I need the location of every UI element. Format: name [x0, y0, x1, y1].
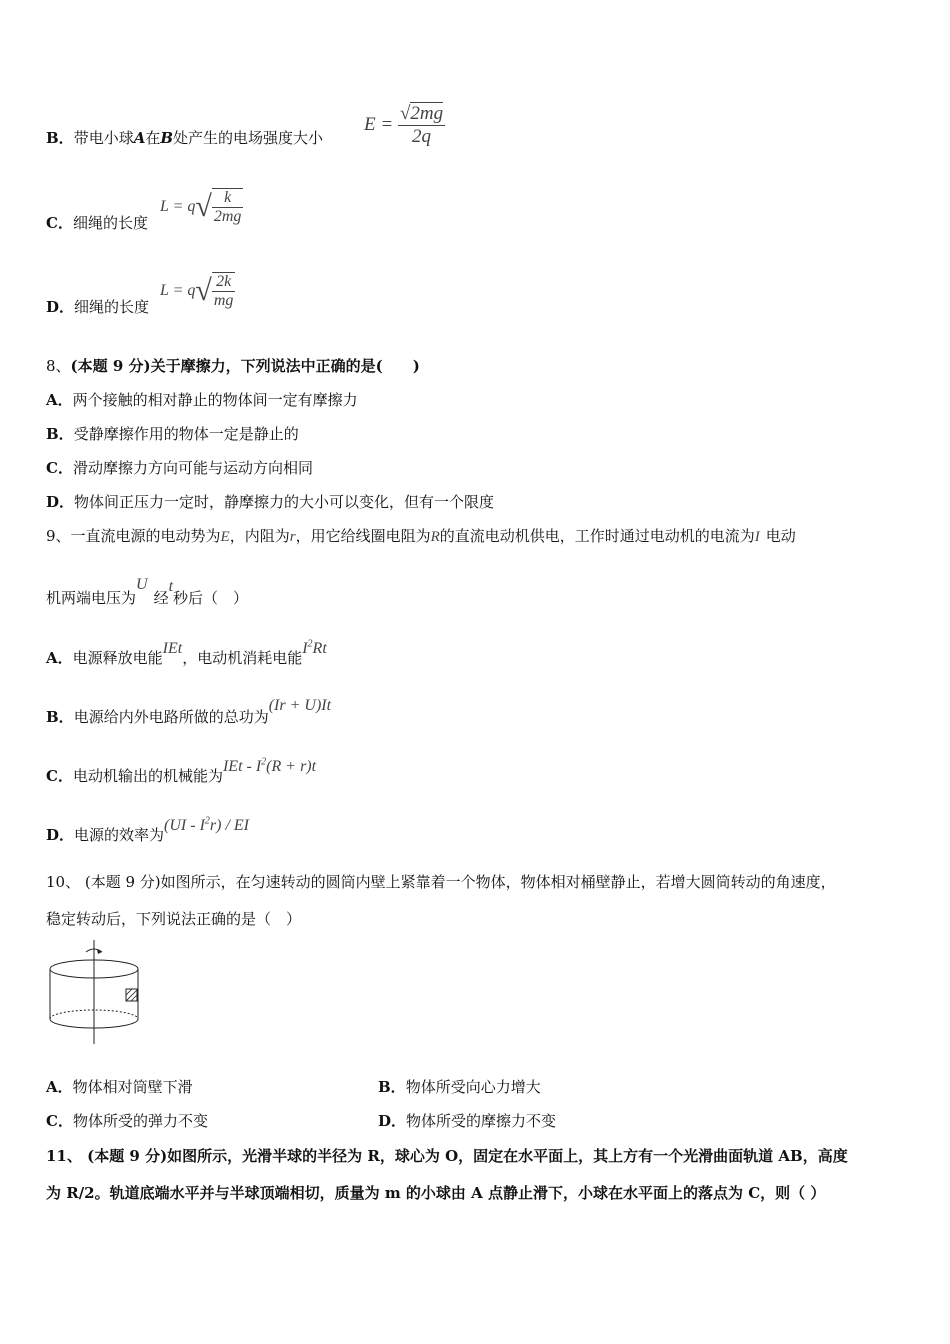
option-label: C．: [46, 1112, 73, 1130]
formula: [302, 640, 327, 657]
q9-option-d: [46, 815, 250, 845]
option-label: D．: [46, 298, 75, 316]
option-text: 物体所受的摩擦力不变: [406, 1112, 557, 1130]
option-text: 受静摩擦作用的物体一定是静止的: [73, 425, 299, 443]
q7-b-formula: E = $\frac{√2mg}{2q}$: [364, 103, 444, 147]
q8-option-d: [46, 491, 494, 512]
q7-option-b: [46, 127, 323, 148]
question-text: 为 R/2。轨道底端水平并与半球顶端相切，质量为 m 的小球由 A 点静止滑下，小球在水平面上的落点为 C，则（ ）: [46, 1184, 826, 1202]
formula-lhs: L = q: [160, 282, 196, 299]
text: 机两端电压为: [46, 589, 137, 607]
q8-header: [46, 355, 420, 376]
var-r: r: [289, 529, 296, 545]
var-a: A: [133, 129, 146, 147]
var-i: I: [754, 529, 760, 545]
option-text: 细绳的长度: [74, 298, 150, 316]
formula-lhs: E =: [364, 114, 394, 135]
q8-option-c: [46, 457, 313, 478]
q9-option-c: [46, 756, 317, 786]
option-label: D．: [46, 493, 75, 511]
q10-option-c: [46, 1110, 208, 1131]
option-label: D．: [378, 1112, 407, 1130]
formula-denominator: mg: [213, 292, 234, 309]
formula-part: IEt - I: [222, 758, 262, 775]
question-text: 11、 (本题 9 分)如图所示，光滑半球的半径为 R，球心为 O，固定在水平面上，其上方有一个光滑曲面轨道 AB，高度: [46, 1147, 848, 1165]
rotating-cylinder-figure: [46, 940, 146, 1048]
formula-part: (UI - I: [164, 817, 205, 834]
question-text: 稳定转动后，下列说法正确的是（ ）: [46, 910, 302, 928]
option-label: B．: [46, 129, 74, 147]
q9-option-b: [46, 697, 332, 727]
formula: IEt: [162, 640, 183, 657]
option-label: A．: [46, 649, 73, 667]
option-text: 物体所受的弹力不变: [72, 1112, 208, 1130]
formula-numerator: 2k: [216, 273, 232, 290]
question-number: 8、: [46, 357, 71, 375]
option-text: 物体所受向心力增大: [405, 1078, 541, 1096]
option-text: 处产生的电场强度大小: [173, 129, 324, 147]
option-label: B．: [46, 708, 74, 726]
option-text: 电源释放电能: [72, 649, 163, 667]
q8-option-b: [46, 423, 299, 444]
option-text: ，电动机消耗电能: [182, 649, 303, 667]
var-R: R: [430, 529, 440, 545]
formula-exponent: 2: [261, 756, 267, 768]
formula-denominator: 2q: [398, 125, 445, 148]
q7-option-c: [46, 212, 148, 233]
option-label: A．: [46, 1078, 73, 1096]
option-label: C．: [46, 767, 73, 785]
formula: [164, 817, 249, 834]
option-label: B．: [378, 1078, 406, 1096]
formula-numerator: 2mg: [410, 103, 444, 124]
option-text: 滑动摩擦力方向可能与运动方向相同: [72, 459, 313, 477]
option-text: 两个接触的相对静止的物体间一定有摩擦力: [72, 391, 358, 409]
q9-option-a: [46, 638, 327, 668]
q10-option-b: [378, 1076, 541, 1097]
q11-line-1: [46, 1145, 848, 1166]
option-text: 细绳的长度: [72, 214, 148, 232]
option-text: 在: [145, 129, 161, 147]
q7-d-formula: L = q√ $\frac{2k}{mg}$: [160, 273, 234, 309]
formula-exponent: 2: [307, 638, 313, 650]
formula: [223, 758, 316, 775]
text: 秒后（ ）: [173, 589, 249, 607]
formula-part: (R + r)t: [266, 758, 317, 775]
formula-part: Rt: [312, 640, 327, 657]
option-text: 电源给内外电路所做的总功为: [73, 708, 269, 726]
text: 的直流电动机供电，工作时通过电动机的电流为: [439, 527, 755, 545]
var-e: E: [220, 529, 230, 545]
q7-c-formula: L = q√ $\frac{k}{2mg}$: [160, 189, 242, 225]
text: 9、一直流电源的电动势为: [46, 527, 221, 545]
formula-exponent: 2: [204, 815, 210, 827]
option-label: D．: [46, 826, 75, 844]
q8-option-a: [46, 389, 358, 410]
option-text: 电动机输出的机械能为: [72, 767, 223, 785]
formula-lhs: L = q: [160, 198, 196, 215]
q7-option-d: [46, 296, 149, 317]
question-text: 10、 (本题 9 分)如图所示，在匀速转动的圆筒内壁上紧靠着一个物体，物体相对桶壁静止，若增大圆筒转动的角速度，: [46, 873, 836, 891]
q9-line-1: [46, 525, 796, 546]
formula-part: I: [302, 640, 308, 657]
var-u: U: [136, 576, 148, 593]
formula-part: r) / EI: [209, 817, 250, 834]
text: 电动: [765, 527, 796, 545]
q10-line-1: [46, 871, 836, 892]
block-object: [126, 989, 137, 1001]
option-text: 电源的效率为: [74, 826, 165, 844]
option-label: A．: [46, 391, 73, 409]
option-text: 物体间正压力一定时，静摩擦力的大小可以变化，但有一个限度: [74, 493, 495, 511]
formula-numerator: k: [224, 189, 232, 206]
text: 经: [153, 589, 169, 607]
text: ，内阻为: [229, 527, 290, 545]
formula-denominator: 2mg: [213, 208, 242, 225]
q9-line-2: [46, 576, 249, 608]
text: ，用它给线圈电阻为: [295, 527, 431, 545]
option-label: B．: [46, 425, 74, 443]
q10-line-2: [46, 908, 301, 929]
q10-option-d: [378, 1110, 556, 1131]
option-label: C．: [46, 459, 73, 477]
option-label: C．: [46, 214, 73, 232]
var-t: t: [168, 578, 174, 595]
var-b: B: [160, 129, 174, 147]
option-text: 带电小球: [73, 129, 134, 147]
q11-line-2: [46, 1182, 825, 1203]
q10-option-a: [46, 1076, 193, 1097]
question-text: (本题 9 分)关于摩擦力，下列说法中正确的是( ): [70, 357, 420, 375]
formula: (Ir + U)It: [268, 697, 332, 714]
option-text: 物体相对筒壁下滑: [72, 1078, 193, 1096]
